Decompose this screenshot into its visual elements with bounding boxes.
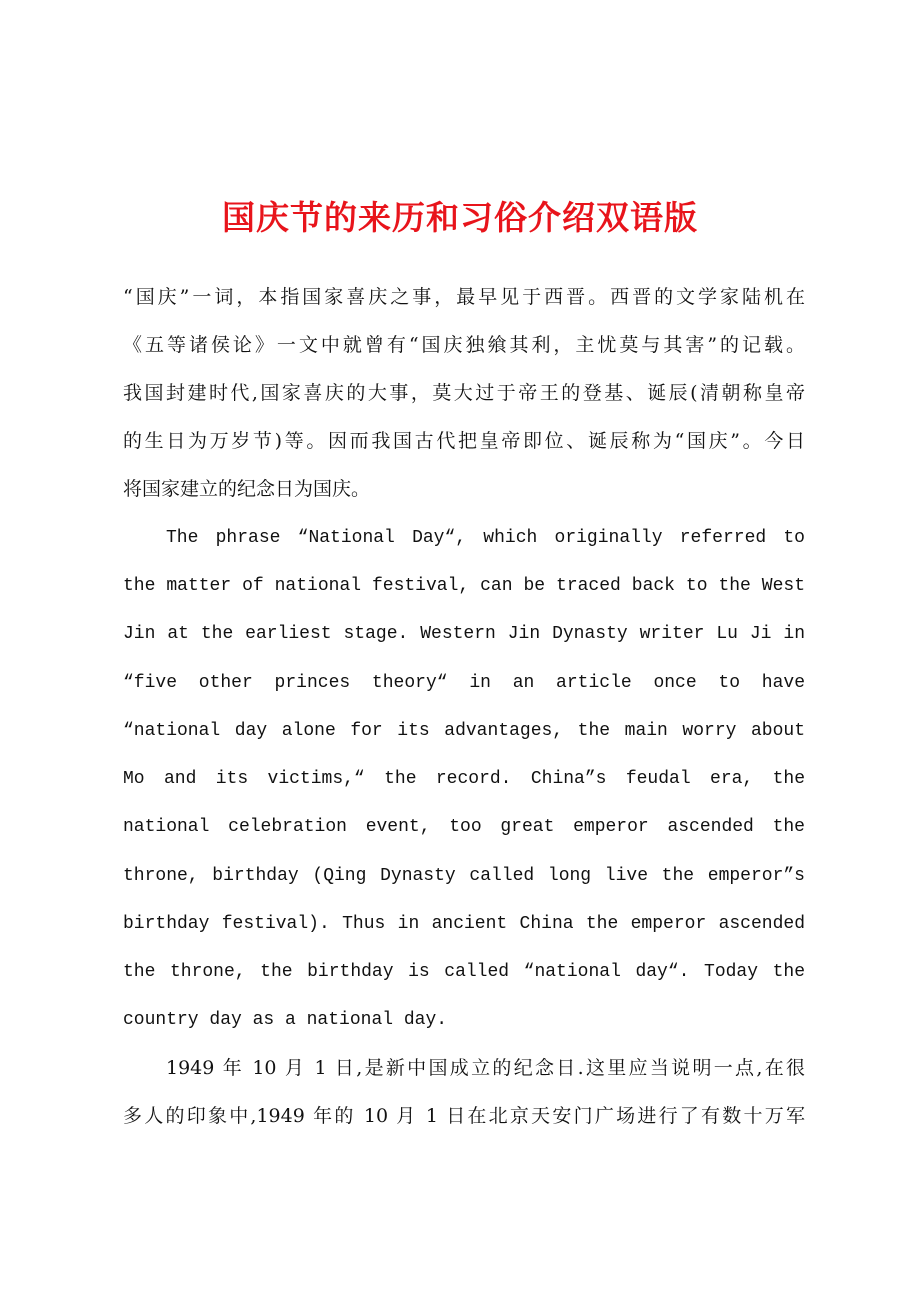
text-line: 将国家建立的纪念日为国庆。 (123, 478, 371, 500)
text-line: “five other princes theory“ in an article once to have (123, 673, 805, 693)
text-line: Jin at the earliest stage. Western Jin Dynasty writer Lu Ji in (123, 624, 805, 644)
text-line: the throne, the birthday is called “national day“. Today the (123, 962, 805, 982)
text-line: 1949 年 10 月 1 日,是新中国成立的纪念日.这里应当说明一点,在很 (166, 1057, 805, 1079)
text-line: “national day alone for its advantages, the main worry about (123, 721, 805, 741)
text-line: throne, birthday (Qing Dynasty called long live the emperor”s (123, 866, 805, 886)
text-line: The phrase “National Day“, which originally referred to (166, 528, 805, 548)
text-line: 的生日为万岁节)等。因而我国古代把皇帝即位、诞辰称为“国庆”。今日 (123, 430, 805, 452)
text-line: “国庆”一词，本指国家喜庆之事，最早见于西晋。西晋的文学家陆机在 (123, 286, 805, 308)
text-line: 我国封建时代,国家喜庆的大事，莫大过于帝王的登基、诞辰(清朝称皇帝 (123, 382, 805, 404)
text-line: 多人的印象中,1949 年的 10 月 1 日在北京天安门广场进行了有数十万军 (123, 1105, 805, 1127)
text-line: 《五等诸侯论》一文中就曾有“国庆独飨其利，主忧莫与其害”的记载。 (123, 334, 805, 356)
text-line: country day as a national day. (123, 1010, 448, 1030)
text-line: birthday festival). Thus in ancient China the emperor ascended (123, 914, 805, 934)
text-line: Mo and its victims,“ the record. China”s feudal era, the (123, 769, 805, 789)
text-line: the matter of national festival, can be traced back to the West (123, 576, 805, 596)
document-title: 国庆节的来历和习俗介绍双语版 (222, 198, 698, 237)
text-line: national celebration event, too great emperor ascended the (123, 817, 805, 837)
